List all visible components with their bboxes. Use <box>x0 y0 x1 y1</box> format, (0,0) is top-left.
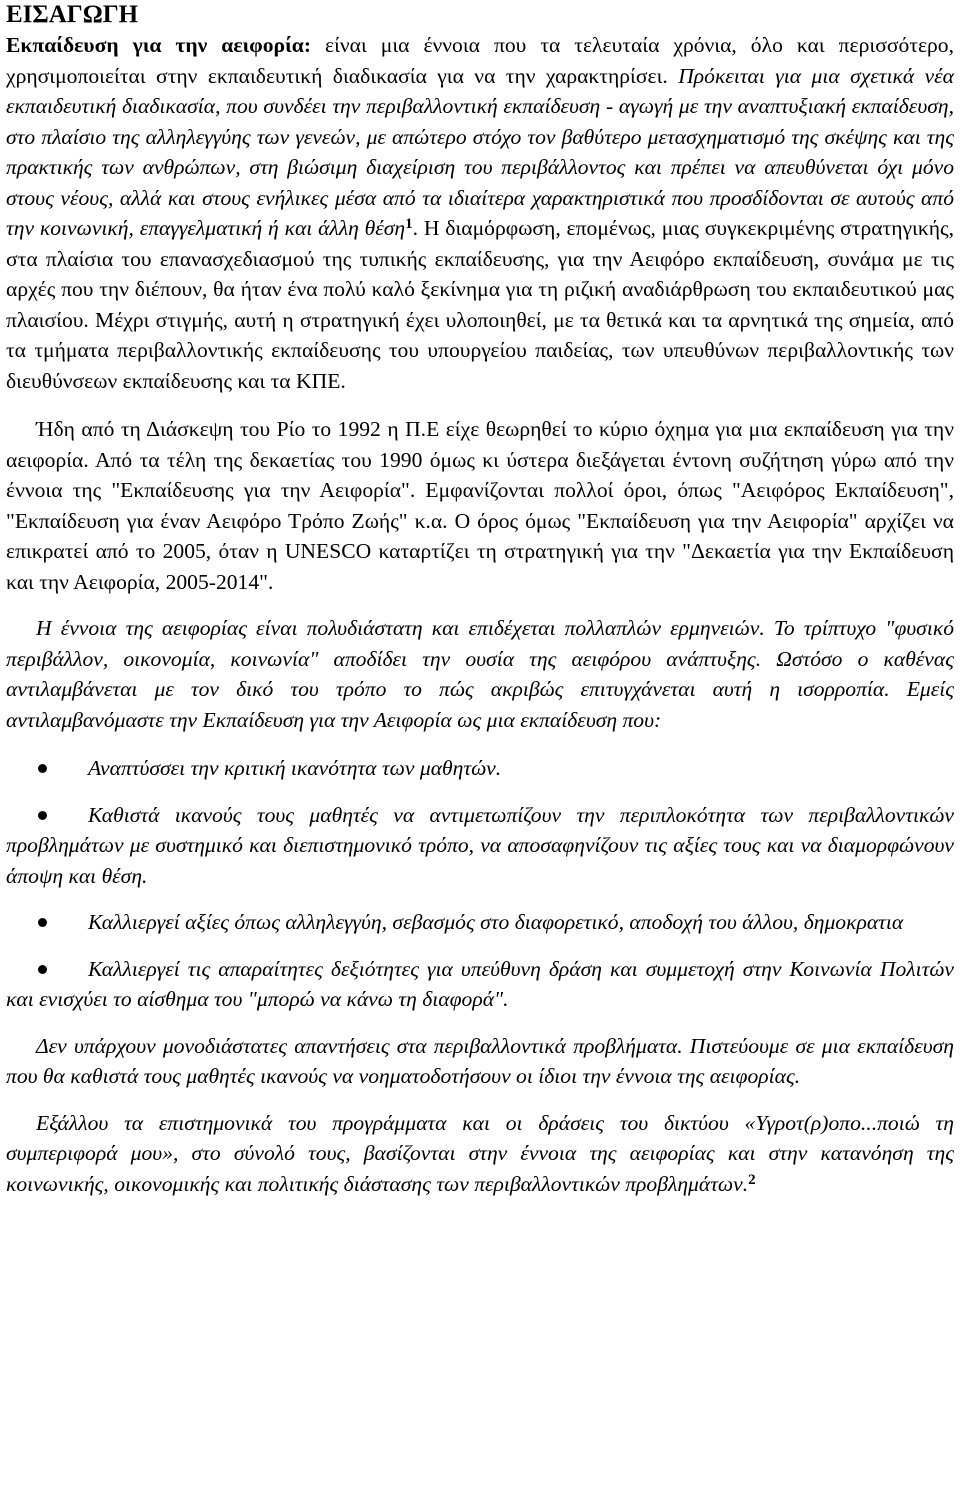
intro-text-normal-1: είναι μια έννοια που τα τελευταία χρόνια, όλο και περισσότερο, χρησιμοποιείται στην εκπαιδευτική διαδικασία για να την χαρακτηρίσει. <box>6 33 955 88</box>
bullet-icon <box>38 811 47 820</box>
document-heading: ΕΙΣΑΓΩΓΗ <box>6 1 139 28</box>
program-paragraph <box>6 1108 954 1200</box>
bullet-icon <box>38 764 47 773</box>
list-item <box>6 800 954 892</box>
list-item <box>6 907 954 938</box>
answers-paragraph: Δεν υπάρχουν μονοδιάστατες απαντήσεις στα περιβαλλοντικά προβλήματα. Πιστεύουμε σε μια εκπαίδευση που θα καθιστά τους μαθητές ικανούς να νοηματοδοτήσουν οι ίδιοι την έννοια της αειφορίας. <box>6 1033 954 1088</box>
intro-text-italic: Πρόκειται για μια σχετικά νέα εκπαιδευτική διαδικασία, που συνδέει την περιβαλλοντική εκπαίδευση - αγωγή με την αναπτυξιακή εκπαίδευση, στο πλαίσιο της αλληλεγγύης των γενεών, με απώτερο στόχο τον βαθύτερο μετασχηματισμό της σκέψης και της πρακτικής των ανθρώπων, στη βιώσιμη διαχείριση του περιβάλλοντος και πρέπει να απευθύνεται όχι μόνο στους νέους, αλλά και στους ενήλικες μέσα από τα ιδιαίτερα χαρακτηριστικά που προσδίδονται σε αυτούς από την κοινωνική, επαγγελματική ή και άλλη θέση <box>6 63 954 240</box>
intro-text-normal-2: . Η διαμόρφωση, επομένως, μιας συγκεκριμένης στρατηγικής, στα πλαίσια του επανασχεδιασμού της τυπικής εκπαίδευσης, για την Αειφόρο εκπαίδευση, συνάμα με τις αρχές που την διέπουν, θα ήταν ένα πολύ καλό ξεκίνημα για τη ριζική αναδιάρθρωση του εκπαιδευτικού μας πλαισίου. Μέχρι στιγμής, αυτή η στρατηγική έχει υλοποιηθεί, με τα θετικά και τα αρνητικά της σημεία, από τα τμήματα περιβαλλοντικής εκπαίδευσης του υπουργείου παιδείας, των υπευθύνων περιβαλλοντικής των διευθύνσεων εκπαίδευσης και τα ΚΠΕ. <box>6 216 954 393</box>
bullet-icon <box>38 918 47 927</box>
bullet-icon <box>38 965 47 974</box>
program-text: Εξάλλου τα επιστημονικά του προγράμματα και οι δράσεις του δικτύου «Υγροτ(ρ)οπο...ποιώ τη συμπεριφορά μου», στο σύνολό τους, βασίζονται στην έννοια της αειφορίας και στην κατανόηση της κοινωνικής, οικονομικής και πολιτικής διάστασης των περιβαλλοντικών προβλημάτων. <box>6 1110 954 1196</box>
document-page <box>6 0 954 1199</box>
list-item <box>6 753 954 784</box>
footnote-ref-1[interactable]: 1 <box>405 216 413 232</box>
intro-paragraph <box>6 30 954 396</box>
list-item-text: Καθιστά ικανούς τους μαθητές να αντιμετωπίζουν την περιπλοκότητα των περιβαλλοντικών προβλημάτων με συστημικό και διεπιστημονικό τρόπο, να αποσαφηνίζουν τις αξίες τους και να διαμορφώνουν άποψη και θέση. <box>6 802 954 888</box>
bullet-list <box>6 753 954 1015</box>
rio-paragraph: Ήδη από τη Διάσκεψη του Ρίο το 1992 η Π.Ε είχε θεωρηθεί το κύριο όχημα για μια εκπαίδευση για την αειφορία. Από τα τέλη της δεκαετίας του 1990 όμως κι ύστερα διεξάγεται έντονη συζήτηση γύρω από την έννοια της "Εκπαίδευσης για την Αειφορία". Εμφανίζονται πολλοί όροι, όπως "Αειφόρος Εκπαίδευση", "Εκπαίδευση για έναν Αειφόρο Τρόπο Ζωής" κ.α. Ο όρος όμως "Εκπαίδευση για την Αειφορία" αρχίζει να επικρατεί από το 2005, όταν η UNESCO καταρτίζει τη στρατηγική για την "Δεκαετία για την Εκπαίδευση και την Αειφορία, 2005-2014". <box>6 417 954 594</box>
list-item-text: Καλλιεργεί τις απαραίτητες δεξιότητες για υπεύθυνη δράση και συμμετοχή στην Κοινωνία Πολιτών και ενισχύει το αίσθημα του "μπορώ να κάνω τη διαφορά". <box>6 956 954 1011</box>
list-item-text: Καλλιεργεί αξίες όπως αλληλεγγύη, σεβασμός στο διαφορετικό, αποδοχή του άλλου, δημοκρατια <box>88 910 904 934</box>
intro-term: Εκπαίδευση για την αειφορία: <box>6 33 312 57</box>
list-item-text: Αναπτύσσει την κριτική ικανότητα των μαθητών. <box>88 756 502 780</box>
list-item <box>6 954 954 1015</box>
footnote-ref-2[interactable]: 2 <box>748 1171 756 1188</box>
concept-paragraph: Η έννοια της αειφορίας είναι πολυδιάστατη και επιδέχεται πολλαπλών ερμηνειών. Το τρίπτυχο "φυσικό περιβάλλον, οικονομία, κοινωνία" αποδίδει την ουσία της αειφόρου ανάπτυξης. Ωστόσο ο καθένας αντιλαμβάνεται με τον δικό του τρόπο το πώς ακριβώς επιτυγχάνεται αυτή η ισορροπία. Εμείς αντιλαμβανόμαστε την Εκπαίδευση για την Αειφορία ως μια εκπαίδευση που: <box>6 616 954 732</box>
